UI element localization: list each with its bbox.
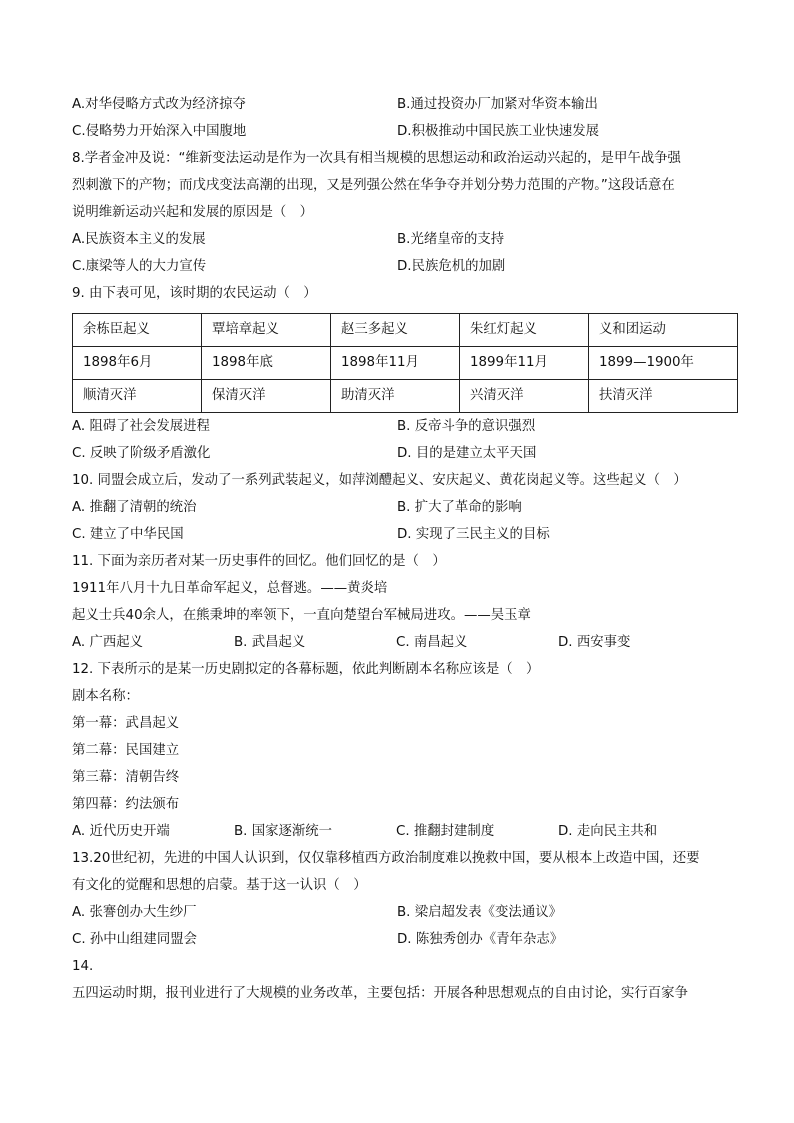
q7-option-d[interactable]: D.积极推动中国民族工业快速发展	[397, 124, 600, 139]
q11-option-d[interactable]: D. 西安事变	[558, 635, 631, 650]
q8-option-d[interactable]: D.民族危机的加剧	[397, 259, 506, 274]
q7-options-row-1	[72, 95, 722, 122]
table-cell: 义和团运动	[589, 314, 738, 347]
q10-option-d[interactable]: D. 实现了三民主义的目标	[397, 527, 550, 542]
q12-act-4: 第四幕：约法颁布	[72, 797, 180, 812]
q10-stem: 10. 同盟会成立后，发动了一系列武装起义，如萍浏醴起义、安庆起义、黄花岗起义等。这些起义（ ）	[72, 473, 687, 488]
q8-stem-line-1: 8.学者金冲及说：“维新变法运动是作为一次具有相当规模的思想运动和政治运动兴起的，是甲午战争强	[72, 151, 681, 166]
q14-number: 14.	[72, 959, 94, 974]
table-cell: 1899—1900年	[589, 347, 738, 380]
q9-options-row-1	[72, 417, 722, 444]
table-cell: 1899年11月	[460, 347, 589, 380]
q8-option-b[interactable]: B.光绪皇帝的支持	[397, 232, 505, 247]
table-cell: 扶清灭洋	[589, 380, 738, 413]
q13-option-d[interactable]: D. 陈独秀创办《青年杂志》	[397, 932, 564, 947]
table-cell: 助清灭洋	[331, 380, 460, 413]
table-cell: 保清灭洋	[202, 380, 331, 413]
table-cell: 朱红灯起义	[460, 314, 589, 347]
q13-stem-line-2: 有文化的觉醒和思想的启蒙。基于这一认识（ ）	[72, 878, 367, 893]
q13-option-c[interactable]: C. 孙中山组建同盟会	[72, 932, 197, 947]
q13-option-a[interactable]: A. 张謇创办大生纱厂	[72, 905, 197, 920]
q13-options-row-1	[72, 903, 722, 930]
q7-options-row-2	[72, 122, 722, 149]
q11-options-row	[72, 633, 722, 660]
table-row	[73, 380, 738, 413]
q9-option-c[interactable]: C. 反映了阶级矛盾激化	[72, 446, 211, 461]
q10-option-b[interactable]: B. 扩大了革命的影响	[397, 500, 522, 515]
table-cell: 1898年11月	[331, 347, 460, 380]
q8-stem-line-3: 说明维新运动兴起和发展的原因是（ ）	[72, 205, 314, 220]
q11-stem: 11. 下面为亲历者对某一历史事件的回忆。他们回忆的是（ ）	[72, 554, 446, 569]
table-cell: 1898年底	[202, 347, 331, 380]
table-cell: 1898年6月	[73, 347, 202, 380]
q10-options-row-1	[72, 498, 722, 525]
q9-option-a[interactable]: A. 阻碍了社会发展进程	[72, 419, 210, 434]
q11-option-c[interactable]: C. 南昌起义	[396, 635, 468, 650]
q8-option-a[interactable]: A.民族资本主义的发展	[72, 232, 206, 247]
q14-stem-line-1: 五四运动时期，报刊业进行了大规模的业务改革，主要包括：开展各种思想观点的自由讨论，实行百家争	[72, 986, 688, 1001]
q12-act-1: 第一幕：武昌起义	[72, 716, 180, 731]
q9-option-b[interactable]: B. 反帝斗争的意识强烈	[397, 419, 536, 434]
q10-options-row-2	[72, 525, 722, 552]
exam-page	[72, 95, 722, 1011]
table-row	[73, 314, 738, 347]
q9-options-row-2	[72, 444, 722, 471]
q8-option-c[interactable]: C.康梁等人的大力宣传	[72, 259, 207, 274]
q12-option-c[interactable]: C. 推翻封建制度	[396, 824, 495, 839]
q13-options-row-2	[72, 930, 722, 957]
q12-act-2: 第二幕：民国建立	[72, 743, 180, 758]
table-cell: 兴清灭洋	[460, 380, 589, 413]
q12-option-a[interactable]: A. 近代历史开端	[72, 824, 170, 839]
q8-options-row-2	[72, 257, 722, 284]
q9-stem: 9. 由下表可见，该时期的农民运动（ ）	[72, 286, 317, 301]
q12-option-b[interactable]: B. 国家逐渐统一	[234, 824, 333, 839]
table-cell: 覃培章起义	[202, 314, 331, 347]
table-cell: 余栋臣起义	[73, 314, 202, 347]
q9-table	[72, 313, 738, 413]
q12-option-d[interactable]: D. 走向民主共和	[558, 824, 658, 839]
table-row	[73, 347, 738, 380]
q11-quote-1: 1911年八月十九日革命军起义，总督逃。——黄炎培	[72, 581, 388, 596]
q7-option-b[interactable]: B.通过投资办厂加紧对华资本输出	[397, 97, 598, 112]
q7-option-a[interactable]: A.对华侵略方式改为经济掠夺	[72, 97, 246, 112]
q12-act-3: 第三幕：清朝告终	[72, 770, 180, 785]
q11-option-a[interactable]: A. 广西起义	[72, 635, 143, 650]
q10-option-c[interactable]: C. 建立了中华民国	[72, 527, 184, 542]
table-cell: 顺清灭洋	[73, 380, 202, 413]
q13-option-b[interactable]: B. 梁启超发表《变法通议》	[397, 905, 562, 920]
q13-stem-line-1: 13.20世纪初，先进的中国人认识到，仅仅靠移植西方政治制度难以挽救中国，要从根本上改造中国，还要	[72, 851, 700, 866]
q8-stem-line-2: 烈刺激下的产物；而戊戌变法高潮的出现，又是列强公然在华争夺并划分势力范围的产物。”这段话意在	[72, 178, 675, 193]
q12-stem: 12. 下表所示的是某一历史剧拟定的各幕标题，依此判断剧本名称应该是（ ）	[72, 662, 540, 677]
q12-label: 剧本名称：	[72, 689, 139, 704]
q8-options-row-1	[72, 230, 722, 257]
q10-option-a[interactable]: A. 推翻了清朝的统治	[72, 500, 197, 515]
table-cell: 赵三多起义	[331, 314, 460, 347]
q9-option-d[interactable]: D. 目的是建立太平天国	[397, 446, 537, 461]
q12-options-row	[72, 822, 722, 849]
q11-quote-2: 起义士兵40余人，在熊秉坤的率领下，一直向楚望台军械局进攻。——吴玉章	[72, 608, 531, 623]
q11-option-b[interactable]: B. 武昌起义	[234, 635, 306, 650]
q7-option-c[interactable]: C.侵略势力开始深入中国腹地	[72, 124, 247, 139]
